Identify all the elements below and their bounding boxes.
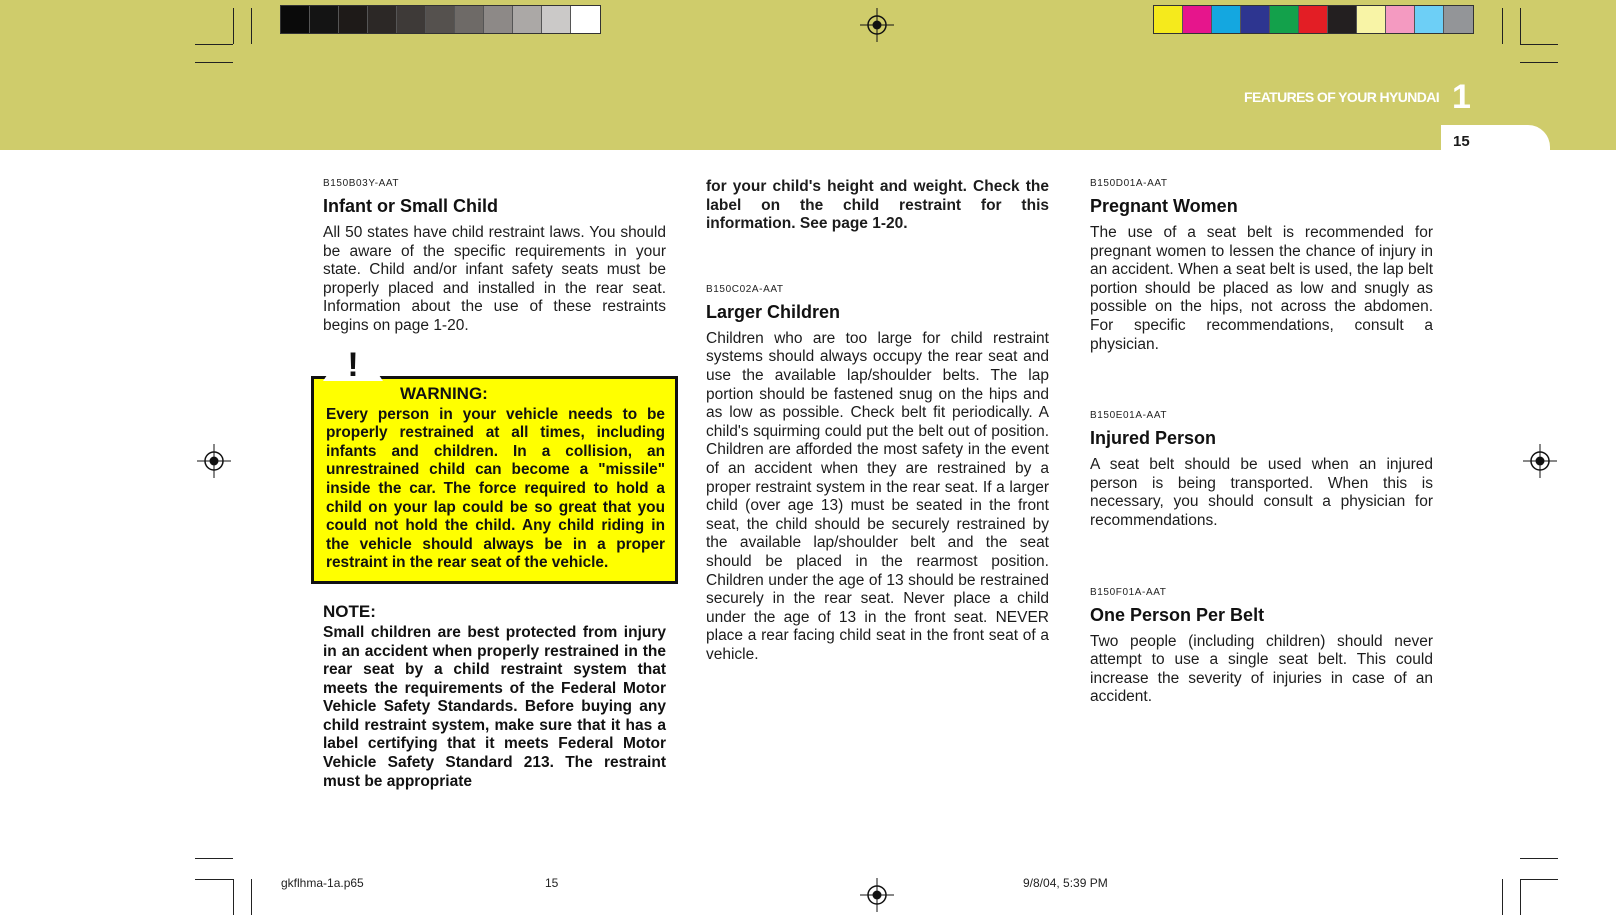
crop-mark: [1520, 44, 1558, 45]
footer-page: 15: [545, 876, 559, 890]
registration-mark-icon: [860, 878, 894, 912]
section-heading: Infant or Small Child: [323, 196, 499, 216]
column-1: [323, 178, 666, 791]
warning-box: [311, 376, 678, 584]
section-code: B150C02A-AAT: [706, 283, 784, 295]
section-title: FEATURES OF YOUR HYUNDAI: [1244, 89, 1440, 105]
calibration-swatch: [1154, 6, 1183, 33]
calibration-swatch: [339, 6, 368, 33]
warning-callout: [311, 345, 678, 584]
calibration-swatch: [1270, 6, 1299, 33]
section-code: B150F01A-AAT: [1090, 586, 1167, 598]
section-code: B150B03Y-AAT: [323, 178, 400, 189]
section-body: Two people (including children) should never attempt to use a single seat belt. This could increase the severity of injuries in case of an accident.: [1090, 632, 1433, 706]
crop-mark: [1502, 8, 1503, 44]
exclamation-triangle-icon: [322, 336, 384, 382]
crop-mark: [233, 8, 234, 44]
section-pregnant-women: [1090, 178, 1433, 354]
section-injured-person: [1090, 410, 1433, 530]
crop-mark: [233, 879, 234, 915]
column-2: [706, 178, 1049, 664]
section-one-person-per-belt: [1090, 587, 1433, 707]
crop-mark: [1520, 879, 1521, 915]
calibration-swatch: [281, 6, 310, 33]
calibration-swatch: [484, 6, 513, 33]
crop-mark: [251, 879, 252, 915]
calibration-swatch: [1212, 6, 1241, 33]
continuation-text: for your child's height and weight. Check the label on the child restraint for this information. See page 1-20.: [706, 178, 1049, 233]
calibration-swatch: [310, 6, 339, 33]
calibration-swatch: [1415, 6, 1444, 33]
grayscale-calibration-bar: [280, 5, 601, 34]
crop-mark: [1502, 879, 1503, 915]
crop-mark: [195, 62, 233, 63]
section-body: A seat belt should be used when an injured person is being transported. When this is necessary, you should consult a physician for recommendations.: [1090, 456, 1433, 529]
crop-mark: [195, 858, 233, 859]
calibration-swatch: [1241, 6, 1270, 33]
note-text: Small children are best protected from injury in an accident when properly restrained in the rear seat by a child restraint system that meets the requirements of the Federal Motor Vehicle Safety Standards. Before buying any child restraint system, make sure that it has a label certifying that it meets Federal Motor Vehicle Safety Standard 213. The restraint must be appropriate: [323, 623, 666, 790]
calibration-swatch: [542, 6, 571, 33]
footer-filename: gkflhma-1a.p65: [281, 876, 364, 890]
registration-mark-icon: [860, 8, 894, 42]
section-body: Children who are too large for child restraint systems should always occupy the rear seat and use the available lap/shoulder belts. The lap portion should be fastened snug on the hips and as low as possible. Check belt fit periodically. A child's squirming could put the belt out of position. Children are afforded the most safety in the event of an accident when they are restrained by a proper restraint system in the rear seat. If a larger child (over age 13) must be seated in the front seat, the child should be securely restrained by the available lap/shoulder belt and the seat should be placed in the rearmost position. Children under the age of 13 should be restrained securely in the rear seat. Never place a child under the age of 13 in the front seat. NEVER place a rear facing child seat in the front seat of a vehicle.: [706, 329, 1049, 663]
page-number: 15: [1453, 133, 1470, 150]
calibration-swatch: [1183, 6, 1212, 33]
crop-mark: [251, 8, 252, 44]
calibration-swatch: [1386, 6, 1415, 33]
warning-title: WARNING:: [400, 383, 488, 403]
section-code: B150E01A-AAT: [1090, 410, 1168, 422]
svg-text:!: !: [347, 345, 359, 382]
calibration-swatch: [397, 6, 426, 33]
section-heading: Larger Children: [706, 301, 841, 322]
section-number: 1: [1452, 78, 1471, 116]
calibration-swatch: [571, 6, 600, 33]
crop-mark: [195, 879, 233, 880]
calibration-swatch: [426, 6, 455, 33]
note-title: NOTE:: [323, 601, 376, 621]
registration-mark-icon: [197, 444, 231, 478]
color-calibration-bar: [1153, 5, 1474, 34]
warning-text: Every person in your vehicle needs to be properly restrained at all times, including infants and children. In a collision, an unrestrained child can become a "missile" inside the car. The force required to hold a child on your lap could be so great that you could not hold the child. Any child riding in the vehicle should always be in a proper restraint in the rear seat of the vehicle.: [326, 405, 665, 572]
registration-mark-icon: [1523, 444, 1557, 478]
calibration-swatch: [1299, 6, 1328, 33]
crop-mark: [1520, 879, 1558, 880]
section-code: B150D01A-AAT: [1090, 178, 1168, 189]
calibration-swatch: [455, 6, 484, 33]
section-body: The use of a seat belt is recommended for pregnant women to lessen the chance of injury in an accident. When a seat belt is used, the lap belt portion should be placed as low and snugly as possible on the hips, not across the abdomen. For specific recommendations, consult a physician.: [1090, 224, 1433, 353]
section-heading: One Person Per Belt: [1090, 604, 1265, 625]
calibration-swatch: [513, 6, 542, 33]
crop-mark: [1520, 62, 1558, 63]
crop-mark: [1520, 8, 1521, 44]
section-heading: Injured Person: [1090, 428, 1217, 449]
crop-mark: [195, 44, 233, 45]
section-body: All 50 states have child restraint laws. You should be aware of the specific requirements in your state. Child and/or infant safety seats must be properly placed and installed in the rear seat. Information about the use of these restraints begins on page 1-20.: [323, 224, 666, 334]
calibration-swatch: [1328, 6, 1357, 33]
crop-mark: [1520, 858, 1558, 859]
calibration-swatch: [1444, 6, 1473, 33]
section-heading: Pregnant Women: [1090, 196, 1238, 216]
column-3: [1090, 178, 1433, 707]
footer-timestamp: 9/8/04, 5:39 PM: [1023, 876, 1108, 890]
calibration-swatch: [1357, 6, 1386, 33]
calibration-swatch: [368, 6, 397, 33]
